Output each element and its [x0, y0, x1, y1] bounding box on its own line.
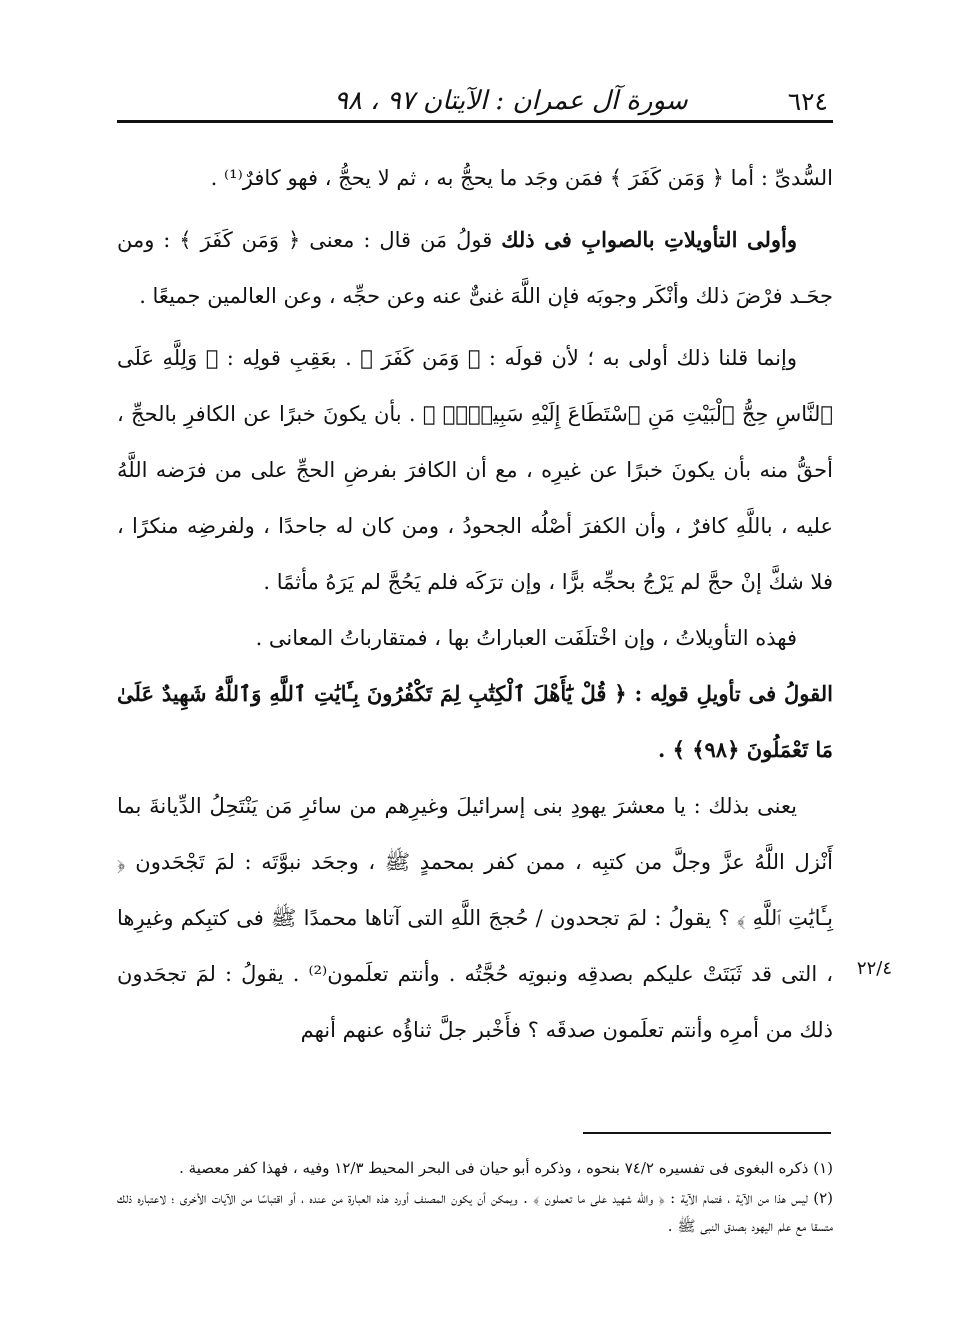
quoted-verse: : ﴿ قُلْ يَٰٓأَهْلَ ٱلْكِتَٰبِ لِمَ تَكْفُرُونَ بِـَٔايَٰتِ ٱللَّهِ وَٱللَّهُ شَهِيدٌ عَلَىٰ مَا تَعْمَلُونَ ﴿٩٨﴾ ﴾ . [117, 681, 833, 762]
paragraph-2-heading: وأولى التأويلاتِ بالصوابِ فى ذلك [501, 227, 797, 252]
paragraph-3: وإنما قلنا ذلك أولى به ؛ لأن قولَه : ﴿ وَمَن كَفَرَ ﴾ . بعَقِبِ قولِه : ﴿ وَلِلَّهِ عَلَى ٱلنَّاسِ حِجُّ ٱلْبَيْتِ مَنِ ٱسْتَطَاعَ إِلَيْهِ سَبِيلًاۚ ﴾ . بأن يكونَ خبرًا عن الكافرِ بالحجِّ ، أحقُّ منه بأن يكونَ خبرًا عن غيرِه ، مع أن الكافرَ بفرضِ الحجِّ على من فرَضه اللَّهُ عليه ، باللَّهِ كافرٌ ، وأن الكفرَ أصْلُه الجحودُ ، ومن كان له جاحدًا ، ولفرضِه منكرًا ، فلا شكَّ إنْ حجَّ لم يَرْجُ بحجِّه برًّا ، وإن ترَكَه فلم يَحُجَّ لم يَرَهُ مأثمًا . [117, 346, 833, 594]
paragraph-4: فهذه التأويلاتُ ، وإن اخْتلَفَت العباراتُ بها ، فمتقارباتُ المعانى . [255, 626, 797, 650]
paragraph-2 [117, 212, 833, 324]
marginal-reference: ٢٢/٤ [856, 958, 892, 979]
footnote-2: (٢) ليس هذا من الآية ، فتمام الآية : ﴿ والله شهيد على ما تعملون ﴾ . ويمكن أن يكون المصنف أورد هذه العبارة من عنده ، أو اقتباسًا من الآيات الأخرى ؛ لاعتباره ذلك متسقا مع علم اليهود بصدق النبى ﷺ . [117, 1189, 833, 1235]
section-heading: القولُ فى تأويلِ قولِه [650, 681, 833, 706]
paragraph-6: يعنى بذلك : يا معشرَ يهودِ بنى إسرائيلَ وغيرِهم من سائرِ مَن يَنْتَحِلُ الدِّيانةَ بما أَنْزل اللَّهُ عزَّ وجلَّ من كتبِه ، ممن كفر بمحمدٍ ﷺ ، وجحَد نبوَّتَه : لمَ تَجْحَدون ﴿ بِـَٔايَٰتِ ٱللَّهِ ﴾ ؟ يقولُ : لمَ تجحدون / حُججَ اللَّهِ التى آتاها محمدًا ﷺ فى كتبِكم وغيرِها ، التى قد ثَبَتَتْ عليكم بصدقِه ونبوتِه حُجَّتُه . وأنتم تعلَمون⁽²⁾ . يقولُ : لمَ تجحَدون ذلك من أمرِه وأنتم تعلَمون صدقَه ؟ فأَخْبر جلَّ ثناؤُه عنهم أنهم [117, 794, 833, 1042]
footnotes [117, 1154, 833, 1240]
paragraph-5 [117, 666, 833, 778]
running-title: سورة آل عمران : الآيتان ٩٧ ، ٩٨ [333, 86, 688, 116]
header-rule [117, 120, 833, 123]
paragraph-2-text: قولُ مَن قال : معنى ﴿ وَمَن كَفَرَ ﴾ : ومن جحَـد فرْضَ ذلك وأنْكَر وجوبَه فإن اللَّهَ غنىٌّ عنه وعن حجِّه ، وعن العالمين جميعًا . [117, 228, 833, 308]
paragraph-1: السُّدىِّ : أما ﴿ وَمَن كَفَرَ ﴾ فمَن وجَد ما يحجُّ به ، ثم لا يحجُّ ، فهو كافرٌ⁽¹⁾ . [210, 166, 833, 190]
main-text [117, 150, 833, 1058]
page-number: ٦٢٤ [787, 87, 828, 116]
footnote-1: (١) ذكره البغوى فى تفسيره ٧٤/٢ بنحوه ، وذكره أبو حيان فى البحر المحيط ١٢/٣ وفيه ، فهذا كفر معصية . [179, 1159, 833, 1177]
footnote-rule [583, 1132, 831, 1134]
page-header [115, 62, 832, 114]
